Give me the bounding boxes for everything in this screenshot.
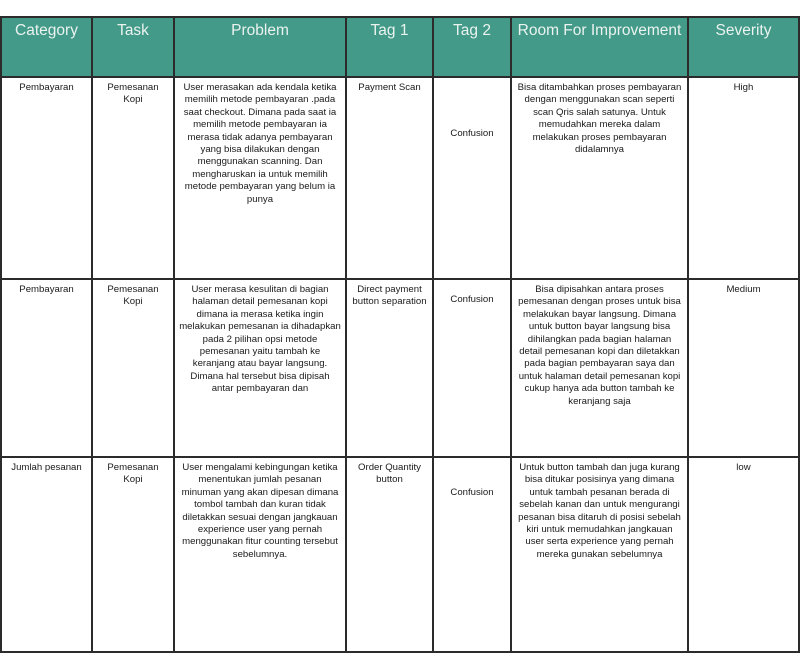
task-cell: Pemesanan Kopi bbox=[92, 457, 174, 652]
improvement-cell: Bisa ditambahkan proses pembayaran dengan menggunakan scan seperti scan Qris salah satunya. Untuk memudahkan mereka dalam melakukan proses pembayaran didalamnya bbox=[511, 77, 688, 279]
column-header-tag-2: Tag 2 bbox=[433, 17, 511, 77]
column-header-task: Task bbox=[92, 17, 174, 77]
category-cell: Jumlah pesanan bbox=[1, 457, 92, 652]
column-header-category: Category bbox=[1, 17, 92, 77]
tag-2-cell: Confusion bbox=[433, 77, 511, 279]
improvement-cell: Untuk button tambah dan juga kurang bisa ditukar posisinya yang dimana untuk tambah pesanan berada di sebelah kanan dan untuk mengurangi pesanan bisa ditaruh di posisi sebelah kiri untuk memudahkan jangkauan user serta experience yang pernah mereka gunakan sebelumnya bbox=[511, 457, 688, 652]
problem-cell: User merasakan ada kendala ketika memilih metode pembayaran .pada saat checkout. Dimana pada saat ia memilih metode pembayaran ia merasa tidak adanya pembayaran yang bisa dilakukan dengan menggunakan scanning. Dan mengharuskan ia untuk memilih metode pembayaran yang belum ia punya bbox=[174, 77, 346, 279]
tag-2-cell: Confusion bbox=[433, 279, 511, 457]
severity-cell: Medium bbox=[688, 279, 799, 457]
tag-2-cell: Confusion bbox=[433, 457, 511, 652]
tag-1-cell: Payment Scan bbox=[346, 77, 433, 279]
task-cell: Pemesanan Kopi bbox=[92, 279, 174, 457]
task-cell: Pemesanan Kopi bbox=[92, 77, 174, 279]
severity-cell: low bbox=[688, 457, 799, 652]
table-row bbox=[1, 279, 799, 457]
problem-cell: User merasa kesulitan di bagian halaman detail pemesanan kopi dimana ia merasa ketika ingin melakukan pemesanan ia dihadapkan pada 2 pilihan opsi metode pemesanan yaitu tambah ke keranjang atau bayar langsung. Dimana hal tersebut bisa dipisah antar pembayaran dan bbox=[174, 279, 346, 457]
table-row bbox=[1, 77, 799, 279]
header-row bbox=[1, 17, 799, 77]
severity-cell: High bbox=[688, 77, 799, 279]
usability-findings-table bbox=[0, 16, 800, 653]
improvement-cell: Bisa dipisahkan antara proses pemesanan dengan proses untuk bisa melakukan bayar langsung. Dimana untuk button bayar langsung bisa dihilangkan pada bagian halaman detail pemesanan kopi dan diletakkan pada bagian pembayaran saya dan untuk halaman detail pemesanan kopi cukup hanya ada button tambah ke keranjang saja bbox=[511, 279, 688, 457]
category-cell: Pembayaran bbox=[1, 77, 92, 279]
column-header-room-for-improvement: Room For Improvement bbox=[511, 17, 688, 77]
problem-cell: User mengalami kebingungan ketika menentukan jumlah pesanan minuman yang akan dipesan dimana tombol tambah dan kuran tidak diletakkan sesuai dengan jangkauan experience user yang pernah menggunakan fitur counting tersebut sebelumnya. bbox=[174, 457, 346, 652]
column-header-severity: Severity bbox=[688, 17, 799, 77]
column-header-tag-1: Tag 1 bbox=[346, 17, 433, 77]
tag-1-cell: Order Quantity button bbox=[346, 457, 433, 652]
category-cell: Pembayaran bbox=[1, 279, 92, 457]
tag-1-cell: Direct payment button separation bbox=[346, 279, 433, 457]
column-header-problem: Problem bbox=[174, 17, 346, 77]
table-row bbox=[1, 457, 799, 652]
